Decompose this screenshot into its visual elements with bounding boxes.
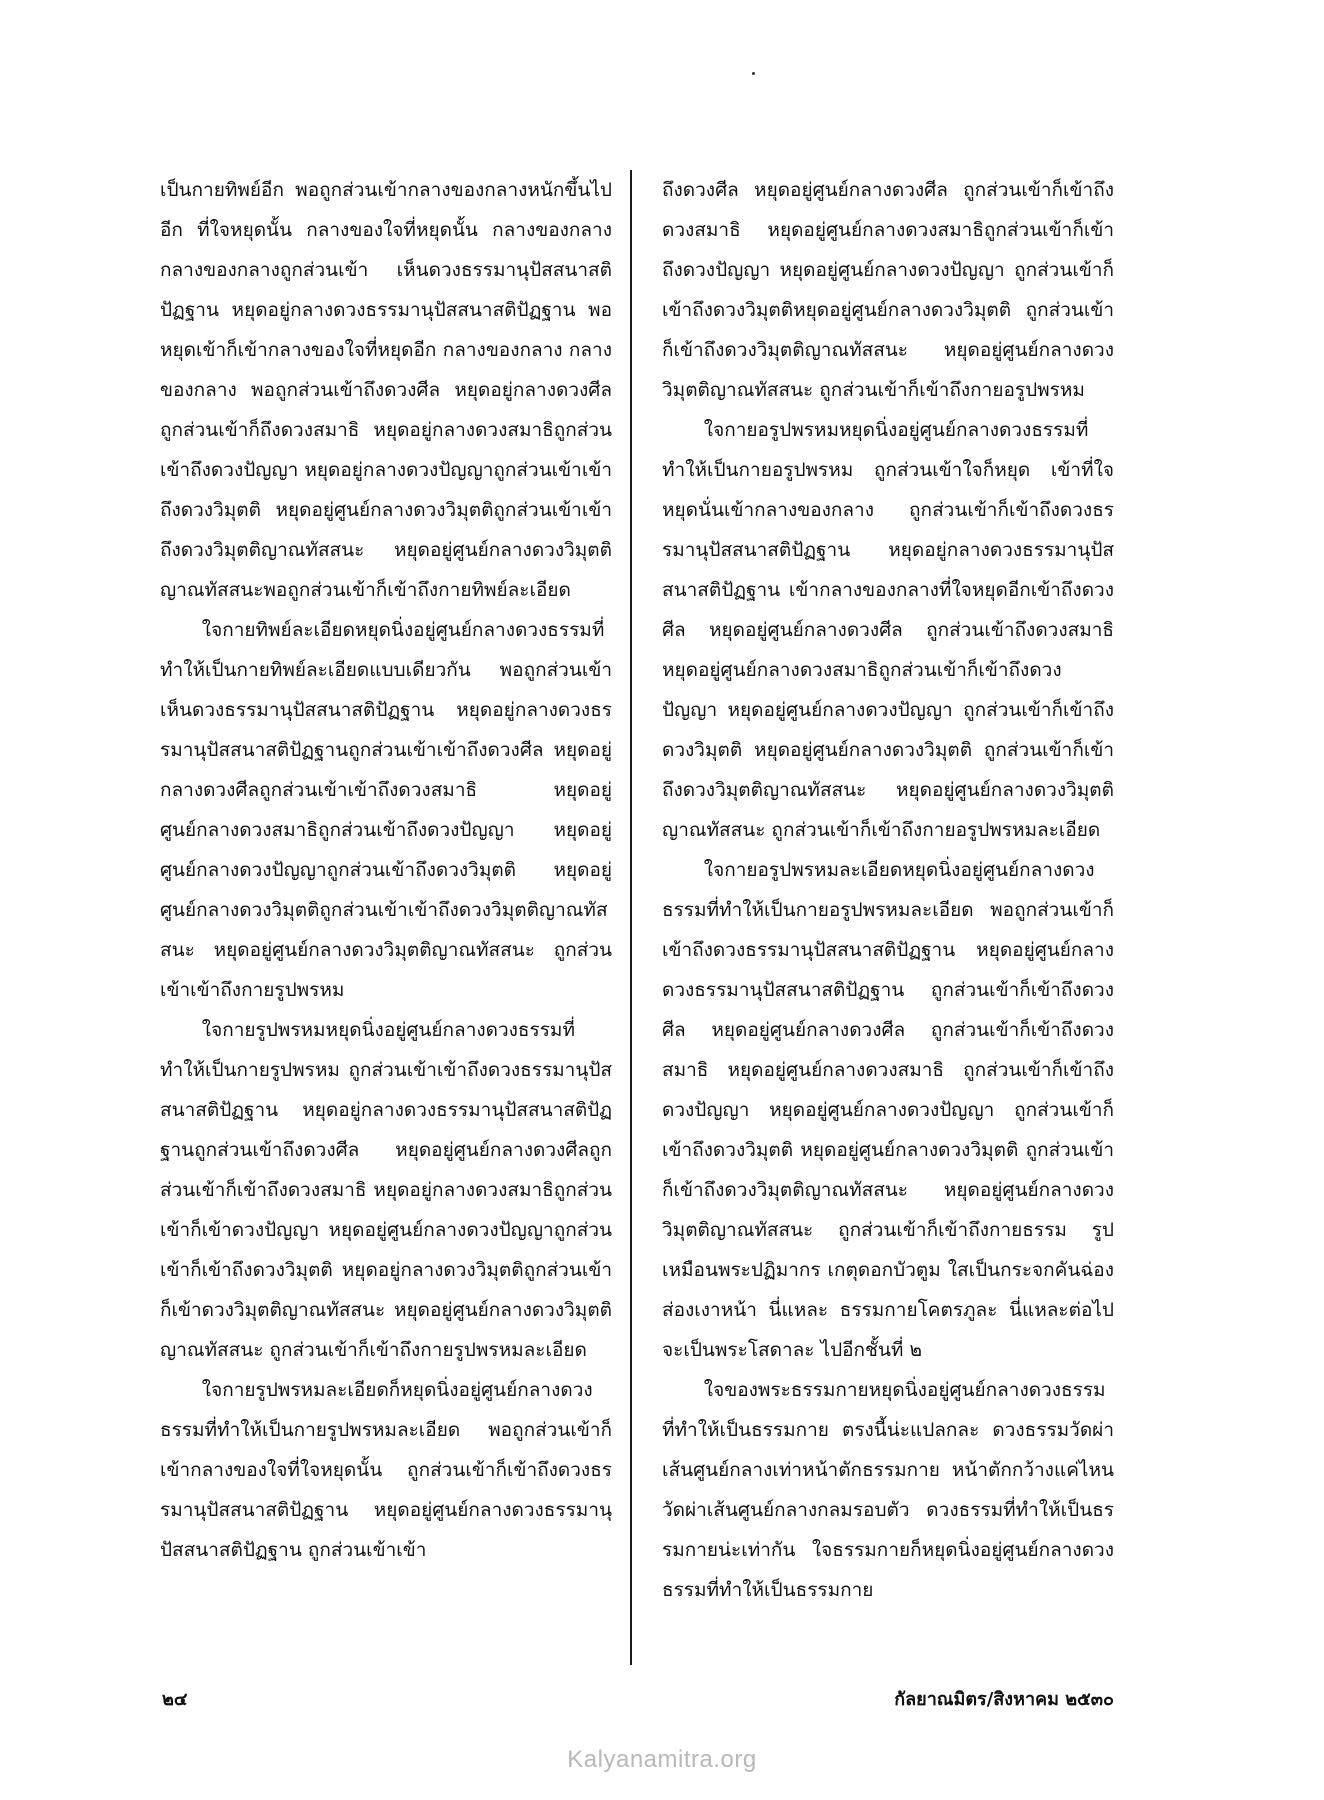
column-divider <box>630 170 632 1665</box>
paragraph: เป็นกายทิพย์อีก พอถูกส่วนเข้ากลางของกลางหนักขึ้นไปอีก ที่ใจหยุดนั้น กลางของใจที่หยุดนั้น กลางของกลาง กลางของกลางถูกส่วนเข้า เห็นดวงธรรมานุปัสสนาสติปัฏฐาน หยุดอยู่กลางดวงธรรมานุปัสสนาสติปัฏฐาน พอหยุดเข้าก็เข้ากลางของใจที่หยุดอีก กลางของกลาง กลางของกลาง พอถูกส่วนเข้าถึงดวงศีล หยุดอยู่กลางดวงศีลถูกส่วนเข้าก็ถึงดวงสมาธิ หยุดอยู่กลางดวงสมาธิถูกส่วนเข้าถึงดวงปัญญา หยุดอยู่กลางดวงปัญญาถูกส่วนเข้าเข้าถึงดวงวิมุตติ หยุดอยู่ศูนย์กลางดวงวิมุตติถูกส่วนเข้าเข้าถึงดวงวิมุตติญาณทัสสนะ หยุดอยู่ศูนย์กลางดวงวิมุตติญาณทัสสนะพอถูกส่วนเข้าก็เข้าถึงกายทิพย์ละเอียด <box>160 179 612 601</box>
paragraph: ใจกายรูปพรหมละเอียดก็หยุดนิ่งอยู่ศูนย์กลางดวงธรรมที่ทำให้เป็นกายรูปพรหมละเอียด พอถูกส่วนเข้าก็เข้ากลางของใจที่ใจหยุดนั้น ถูกส่วนเข้าก็เข้าถึงดวงธรรมานุปัสสนาสติปัฏฐาน หยุดอยู่ศูนย์กลางดวงธรรมานุปัสสนาสติปัฏฐาน ถูกส่วนเข้าเข้า <box>160 1379 612 1561</box>
scan-speck <box>752 72 755 75</box>
paragraph: ใจกายรูปพรหมหยุดนิ่งอยู่ศูนย์กลางดวงธรรมที่ทำให้เป็นกายรูปพรหม ถูกส่วนเข้าเข้าถึงดวงธรรมานุปัสสนาสติปัฏฐาน หยุดอยู่กลางดวงธรรมานุปัสสนาสติปัฏฐานถูกส่วนเข้าถึงดวงศีล หยุดอยู่ศูนย์กลางดวงศีลถูกส่วนเข้าก็เข้าถึงดวงสมาธิ หยุดอยู่กลางดวงสมาธิถูกส่วนเข้าก็เข้าดวงปัญญา หยุดอยู่ศูนย์กลางดวงปัญญาถูกส่วนเข้าก็เข้าถึงดวงวิมุตติ หยุดอยู่กลางดวงวิมุตติถูกส่วนเข้าก็เข้าดวงวิมุตติญาณทัสสนะ หยุดอยู่ศูนย์กลางดวงวิมุตติญาณทัสสนะ ถูกส่วนเข้าก็เข้าถึงกายรูปพรหมละเอียด <box>160 1019 612 1361</box>
paragraph: ใจกายอรูปพรหมหยุดนิ่งอยู่ศูนย์กลางดวงธรรมที่ทำให้เป็นกายอรูปพรหม ถูกส่วนเข้าใจก็หยุด เข้าที่ใจหยุดนั่นเข้ากลางของกลาง ถูกส่วนเข้าก็เข้าถึงดวงธรรมานุปัสสนาสติปัฏฐาน หยุดอยู่กลางดวงธรรมานุปัสสนาสติปัฏฐาน เข้ากลางของกลางที่ใจหยุดอีกเข้าถึงดวงศีล หยุดอยู่ศูนย์กลางดวงศีล ถูกส่วนเข้าถึงดวงสมาธิ หยุดอยู่ศูนย์กลางดวงสมาธิถูกส่วนเข้าก็เข้าถึงดวงปัญญา หยุดอยู่ศูนย์กลางดวงปัญญา ถูกส่วนเข้าก็เข้าถึงดวงวิมุตติ หยุดอยู่ศูนย์กลางดวงวิมุตติ ถูกส่วนเข้าก็เข้าถึงดวงวิมุตติญาณทัสสนะ หยุดอยู่ศูนย์กลางดวงวิมุตติญาณทัสสนะ ถูกส่วนเข้าก็เข้าถึงกายอรูปพรหมละเอียด <box>662 419 1114 841</box>
page-number: ๒๔ <box>162 1689 188 1710</box>
publication-info: กัลยาณมิตร/สิงหาคม ๒๕๓๐ <box>894 1689 1114 1710</box>
watermark: Kalyanamitra.org <box>567 1746 757 1773</box>
paragraph: ใจกายอรูปพรหมละเอียดหยุดนิ่งอยู่ศูนย์กลางดวงธรรมที่ทำให้เป็นกายอรูปพรหมละเอียด พอถูกส่วนเข้าก็เข้าถึงดวงธรรมานุปัสสนาสติปัฏฐาน หยุดอยู่ศูนย์กลางดวงธรรมานุปัสสนาสติปัฏฐาน ถูกส่วนเข้าก็เข้าถึงดวงศีล หยุดอยู่ศูนย์กลางดวงศีล ถูกส่วนเข้าก็เข้าถึงดวงสมาธิ หยุดอยู่ศูนย์กลางดวงสมาธิ ถูกส่วนเข้าก็เข้าถึงดวงปัญญา หยุดอยู่ศูนย์กลางดวงปัญญา ถูกส่วนเข้าก็เข้าถึงดวงวิมุตติ หยุดอยู่ศูนย์กลางดวงวิมุตติ ถูกส่วนเข้าก็เข้าถึงดวงวิมุตติญาณทัสสนะ หยุดอยู่ศูนย์กลางดวงวิมุตติญาณทัสสนะ ถูกส่วนเข้าก็เข้าถึงกายธรรม รูปเหมือนพระปฏิมากร เกตุดอกบัวตูม ใสเป็นกระจกคันฉ่องส่องเงาหน้า นี่แหละ ธรรมกายโคตรภูละ นี่แหละต่อไปจะเป็นพระโสดาละ ไปอีกชั้นที่ ๒ <box>662 859 1114 1361</box>
right-column <box>662 170 1114 1610</box>
paragraph: ใจของพระธรรมกายหยุดนิ่งอยู่ศูนย์กลางดวงธรรมที่ทำให้เป็นธรรมกาย ตรงนี้น่ะแปลกละ ดวงธรรมวัดผ่าเส้นศูนย์กลางเท่าหน้าตักธรรมกาย หน้าตักกว้างแค่ไหนวัดผ่าเส้นศูนย์กลางกลมรอบตัว ดวงธรรมที่ทำให้เป็นธรรมกายน่ะเท่ากัน ใจธรรมกายก็หยุดนิ่งอยู่ศูนย์กลางดวงธรรมที่ทำให้เป็นธรรมกาย <box>662 1379 1114 1601</box>
paragraph: ถึงดวงศีล หยุดอยู่ศูนย์กลางดวงศีล ถูกส่วนเข้าก็เข้าถึงดวงสมาธิ หยุดอยู่ศูนย์กลางดวงสมาธิถูกส่วนเข้าก็เข้าถึงดวงปัญญา หยุดอยู่ศูนย์กลางดวงปัญญา ถูกส่วนเข้าก็เข้าถึงดวงวิมุตติหยุดอยู่ศูนย์กลางดวงวิมุตติ ถูกส่วนเข้าก็เข้าถึงดวงวิมุตติญาณทัสสนะ หยุดอยู่ศูนย์กลางดวงวิมุตติญาณทัสสนะ ถูกส่วนเข้าก็เข้าถึงกายอรูปพรหม <box>662 179 1114 401</box>
left-column <box>160 170 612 1570</box>
paragraph: ใจกายทิพย์ละเอียดหยุดนิ่งอยู่ศูนย์กลางดวงธรรมที่ทำให้เป็นกายทิพย์ละเอียดแบบเดียวกัน พอถูกส่วนเข้าเห็นดวงธรรมานุปัสสนาสติปัฏฐาน หยุดอยู่กลางดวงธรรมานุปัสสนาสติปัฏฐานถูกส่วนเข้าเข้าถึงดวงศีล หยุดอยู่กลางดวงศีลถูกส่วนเข้าเข้าถึงดวงสมาธิ หยุดอยู่ศูนย์กลางดวงสมาธิถูกส่วนเข้าถึงดวงปัญญา หยุดอยู่ศูนย์กลางดวงปัญญาถูกส่วนเข้าถึงดวงวิมุตติ หยุดอยู่ศูนย์กลางดวงวิมุตติถูกส่วนเข้าเข้าถึงดวงวิมุตติญาณทัสสนะ หยุดอยู่ศูนย์กลางดวงวิมุตติญาณทัสสนะ ถูกส่วนเข้าเข้าถึงกายรูปพรหม <box>160 619 612 1001</box>
